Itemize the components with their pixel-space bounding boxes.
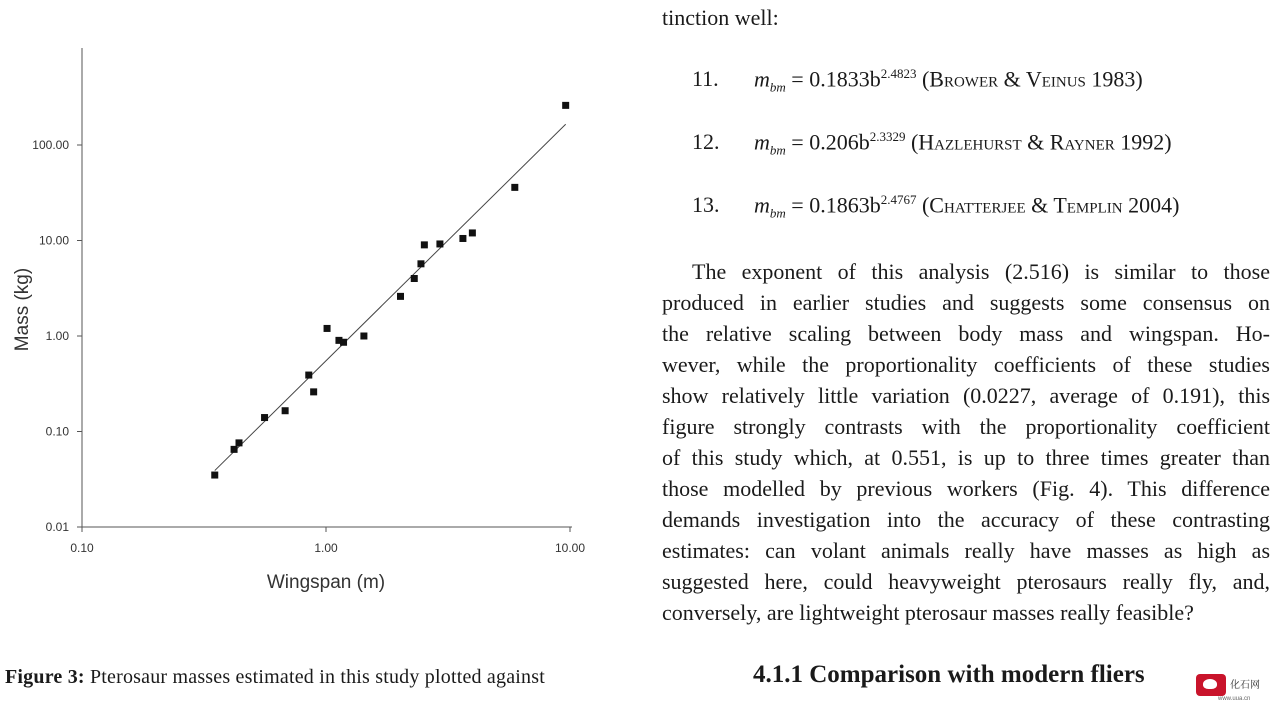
data-point	[360, 333, 367, 340]
figure-caption	[5, 666, 625, 689]
equation-11	[692, 66, 1143, 96]
equation-variable: m	[754, 66, 770, 92]
data-point	[397, 293, 404, 300]
equation-rhs: = 0.1833b	[785, 66, 881, 92]
data-point	[411, 275, 418, 282]
paragraph-line: produced in earlier studies and suggests some consensus on	[662, 290, 1270, 315]
paragraph-line: demands investigation into the accuracy of these contrasting	[662, 507, 1270, 532]
equation-13	[692, 192, 1179, 222]
watermark-badge-icon	[1196, 674, 1226, 696]
y-tick-label: 100.00	[32, 138, 69, 152]
paragraph-line: suggested here, could heavyweight pterosaurs really fly, and,	[662, 569, 1270, 594]
equation-exponent: 2.3329	[869, 129, 906, 144]
equation-variable: m	[754, 192, 770, 218]
data-point	[562, 102, 569, 109]
y-tick-label: 0.10	[45, 424, 69, 439]
data-point	[459, 235, 466, 242]
y-tick-label: 10.00	[38, 233, 69, 248]
paragraph-line: show relatively little variation (0.0227, average of 0.191), this	[662, 383, 1270, 408]
data-point	[236, 439, 243, 446]
scatter-chart	[0, 0, 640, 640]
data-point	[469, 229, 476, 236]
x-axis-title: Wingspan (m)	[266, 572, 386, 593]
data-point	[211, 472, 218, 479]
equation-reference: (Chatterjee & Templin 2004)	[916, 192, 1180, 218]
data-point	[231, 446, 238, 453]
data-point	[310, 388, 317, 395]
data-point	[511, 184, 518, 191]
equation-body	[754, 192, 1179, 222]
equation-body	[754, 66, 1143, 96]
equation-exponent: 2.4823	[880, 66, 917, 81]
x-tick-label: 10.00	[554, 541, 586, 555]
equation-reference: (Hazlehurst & Rayner 1992)	[905, 129, 1172, 155]
y-axis-title: Mass (kg)	[12, 267, 33, 352]
paragraph-line: the relative scaling between body mass and wingspan. Ho-	[662, 321, 1270, 346]
y-tick-label: 0.01	[45, 520, 69, 534]
paragraph-line: those modelled by previous workers (Fig. 4). This difference	[662, 476, 1270, 501]
equation-subscript: bm	[769, 205, 786, 221]
equation-variable: m	[754, 129, 770, 155]
data-point	[261, 414, 268, 421]
data-points	[211, 102, 569, 479]
continued-text-line: tinction well:	[662, 5, 779, 30]
equation-exponent: 2.4767	[880, 192, 917, 207]
figure-caption-text: Pterosaur masses estimated in this study plotted against	[89, 666, 545, 688]
equation-reference: (Brower & Veinus 1983)	[916, 66, 1143, 92]
equation-rhs: = 0.1863b	[785, 192, 881, 218]
equation-12	[692, 129, 1172, 159]
paragraph-line: wever, while the proportionality coefficients of these studies	[662, 352, 1270, 377]
paragraph-line: conversely, are lightweight pterosaur masses really feasible?	[662, 600, 1194, 625]
data-point	[417, 260, 424, 267]
equation-subscript: bm	[769, 142, 786, 158]
y-tick-label: 1.00	[45, 329, 69, 343]
body-paragraph	[662, 256, 1270, 628]
watermark-url: www.uua.cn	[1218, 696, 1251, 702]
equation-number: 11.	[692, 66, 719, 91]
x-tick-label: 0.10	[70, 541, 94, 555]
watermark-logo	[1196, 672, 1266, 706]
equation-rhs: = 0.206b	[785, 129, 870, 155]
equation-number: 12.	[692, 129, 720, 154]
paragraph-line: figure strongly contrasts with the proportionality coefficient	[662, 414, 1270, 439]
x-tick-label: 1.00	[314, 541, 338, 555]
data-point	[340, 339, 347, 346]
section-heading: 4.1.1 Comparison with modern fliers	[753, 661, 1145, 688]
equation-subscript: bm	[769, 79, 786, 95]
data-point	[421, 241, 428, 248]
data-point	[324, 325, 331, 332]
paragraph-line: of this study which, at 0.551, is up to three times greater than	[662, 445, 1270, 470]
figure-caption-label: Figure 3:	[5, 666, 85, 688]
chart-axes	[77, 48, 572, 532]
watermark-text: 化石网	[1230, 680, 1260, 691]
equation-number: 13.	[692, 192, 720, 217]
data-point	[305, 372, 312, 379]
paragraph-line: estimates: can volant animals really have masses as high as	[662, 538, 1270, 563]
paragraph-line: The exponent of this analysis (2.516) is similar to those	[692, 259, 1270, 284]
equation-body	[754, 129, 1172, 159]
data-point	[436, 240, 443, 247]
axis-labels	[12, 138, 585, 593]
data-point	[282, 407, 289, 414]
